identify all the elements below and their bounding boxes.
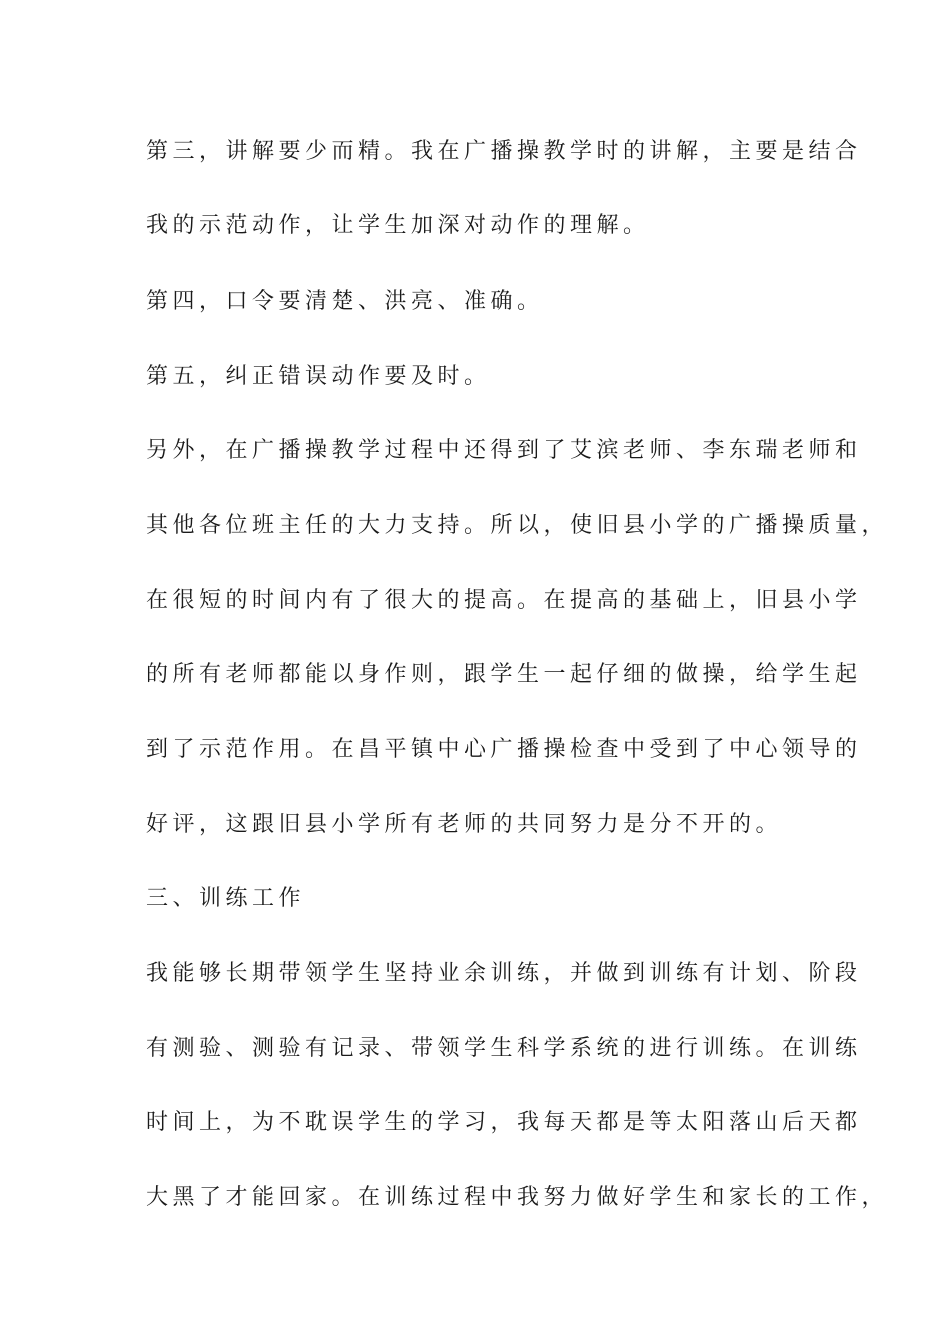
paragraph-line: 另外，在广播操教学过程中还得到了艾滨老师、李东瑞老师和 [146, 438, 862, 463]
paragraph-line: 的所有老师都能以身作则，跟学生一起仔细的做操，给学生起 [146, 662, 862, 687]
paragraph-line: 时间上，为不耽误学生的学习，我每天都是等太阳落山后天都 [146, 1110, 862, 1135]
paragraph-line: 在很短的时间内有了很大的提高。在提高的基础上，旧县小学 [146, 588, 862, 613]
paragraph-line: 好评，这跟旧县小学所有老师的共同努力是分不开的。 [146, 812, 783, 837]
paragraph-line: 我的示范动作，让学生加深对动作的理解。 [146, 213, 650, 238]
paragraph-line: 第四，口令要清楚、洪亮、准确。 [146, 289, 544, 314]
paragraph-line: 大黑了才能回家。在训练过程中我努力做好学生和家长的工作， [146, 1185, 889, 1210]
paragraph-line: 到了示范作用。在昌平镇中心广播操检查中受到了中心领导的 [146, 737, 862, 762]
paragraph-line: 第五，纠正错误动作要及时。 [146, 364, 491, 389]
paragraph-line: 其他各位班主任的大力支持。所以，使旧县小学的广播操质量， [146, 513, 889, 538]
paragraph-line: 第三，讲解要少而精。我在广播操教学时的讲解，主要是结合 [146, 139, 862, 164]
paragraph-line: 有测验、测验有记录、带领学生科学系统的进行训练。在训练 [146, 1036, 862, 1061]
paragraph-line: 我能够长期带领学生坚持业余训练，并做到训练有计划、阶段 [146, 961, 862, 986]
section-heading: 三、训练工作 [146, 886, 306, 911]
